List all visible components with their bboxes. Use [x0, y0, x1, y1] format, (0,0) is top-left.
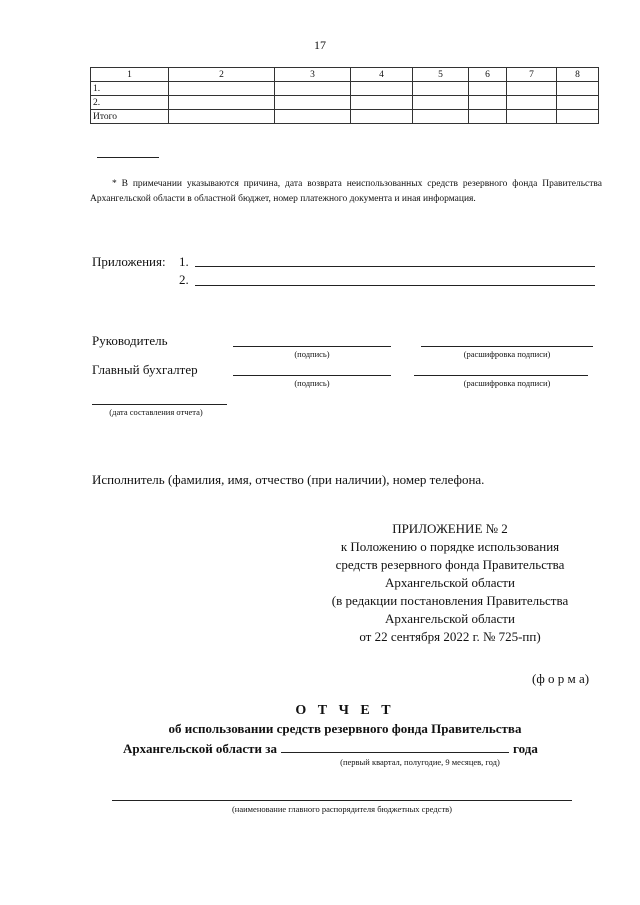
report-subtitle-line2	[123, 740, 538, 757]
head-signature-caption: (подпись)	[294, 349, 330, 359]
attachment-number-1: 1.	[179, 254, 189, 269]
table-row	[91, 82, 599, 96]
table-cell[interactable]	[169, 110, 275, 124]
table-cell[interactable]	[507, 110, 557, 124]
table-cell[interactable]	[557, 110, 599, 124]
table-cell[interactable]	[413, 110, 469, 124]
appendix-line: средств резервного фонда Правительства	[335, 557, 565, 572]
table-row	[91, 110, 599, 124]
table-header-cell: 6	[469, 68, 507, 82]
footnote: * В примечании указываются причина, дата возврата неиспользованных средств резервного фонда Правительства Архангельской области в областной бюджет, номер платежного документа и иная информация.	[90, 179, 602, 204]
table-cell: Итого	[91, 110, 169, 124]
appendix-block	[300, 520, 600, 646]
table-cell[interactable]	[275, 82, 351, 96]
head-label: Руководитель	[92, 333, 168, 348]
page-number: 17	[314, 38, 326, 52]
table-cell[interactable]	[351, 96, 413, 110]
table-cell[interactable]	[275, 110, 351, 124]
date-line[interactable]	[92, 404, 227, 405]
appendix-line: к Положению о порядке использования	[340, 539, 560, 554]
table-cell[interactable]	[469, 96, 507, 110]
table-header-cell: 4	[351, 68, 413, 82]
table-cell[interactable]	[507, 96, 557, 110]
table-cell[interactable]	[557, 82, 599, 96]
table-header-cell: 1	[91, 68, 169, 82]
accountant-decoding-caption: (расшифровка подписи)	[463, 378, 551, 388]
manager-caption: (наименование главного распорядителя бюджетных средств)	[231, 804, 453, 814]
table-header-cell: 2	[169, 68, 275, 82]
appendix-line: Архангельской области	[385, 575, 515, 590]
table-cell[interactable]	[275, 96, 351, 110]
accountant-signature-caption: (подпись)	[294, 378, 330, 388]
attachment-line-2[interactable]	[195, 285, 595, 286]
attachments-label: Приложения:	[92, 254, 166, 269]
table-header-cell: 3	[275, 68, 351, 82]
table-cell[interactable]	[557, 96, 599, 110]
table-cell: 1.	[91, 82, 169, 96]
table-cell[interactable]	[469, 82, 507, 96]
table-cell[interactable]	[351, 82, 413, 96]
head-decoding-line[interactable]	[421, 346, 593, 347]
accountant-decoding-line[interactable]	[414, 375, 588, 376]
table-cell: 2.	[91, 96, 169, 110]
executor-text: Исполнитель (фамилия, имя, отчество (при наличии), номер телефона.	[92, 472, 485, 487]
head-decoding-caption: (расшифровка подписи)	[463, 349, 551, 359]
report-subtitle-line1: об использовании средств резервного фонда Правительства	[168, 721, 522, 736]
accountant-label: Главный бухгалтер	[92, 362, 198, 377]
table-cell[interactable]	[413, 82, 469, 96]
attachment-line-1[interactable]	[195, 266, 595, 267]
table-cell[interactable]	[169, 96, 275, 110]
table-cell[interactable]	[507, 82, 557, 96]
footnote-separator	[97, 157, 159, 158]
appendix-line: от 22 сентября 2022 г. № 725-пп)	[359, 629, 541, 644]
table-cell[interactable]	[351, 110, 413, 124]
appendix-line: (в редакции постановления Правительства	[331, 593, 569, 608]
report-subtitle-suffix: года	[513, 741, 538, 756]
period-caption: (первый квартал, полугодие, 9 месяцев, год)	[340, 757, 500, 767]
table-cell[interactable]	[169, 82, 275, 96]
table-header-cell: 8	[557, 68, 599, 82]
date-caption: (дата составления отчета)	[109, 407, 203, 417]
table-header-cell: 5	[413, 68, 469, 82]
accountant-signature-line[interactable]	[233, 375, 391, 376]
table-header-cell: 7	[507, 68, 557, 82]
appendix-line: ПРИЛОЖЕНИЕ № 2	[392, 521, 508, 536]
appendix-line: Архангельской области	[385, 611, 515, 626]
report-title: О Т Ч Е Т	[295, 703, 395, 718]
table-cell[interactable]	[469, 110, 507, 124]
head-signature-line[interactable]	[233, 346, 391, 347]
table-header-row	[91, 68, 599, 82]
table-cell[interactable]	[413, 96, 469, 110]
manager-line[interactable]	[112, 800, 572, 801]
report-table	[90, 67, 599, 124]
attachment-number-2: 2.	[179, 272, 189, 287]
table-row	[91, 96, 599, 110]
form-label: (ф о р м а)	[532, 671, 590, 686]
report-subtitle-prefix: Архангельской области за	[123, 741, 278, 756]
report-period-field[interactable]	[281, 740, 509, 753]
